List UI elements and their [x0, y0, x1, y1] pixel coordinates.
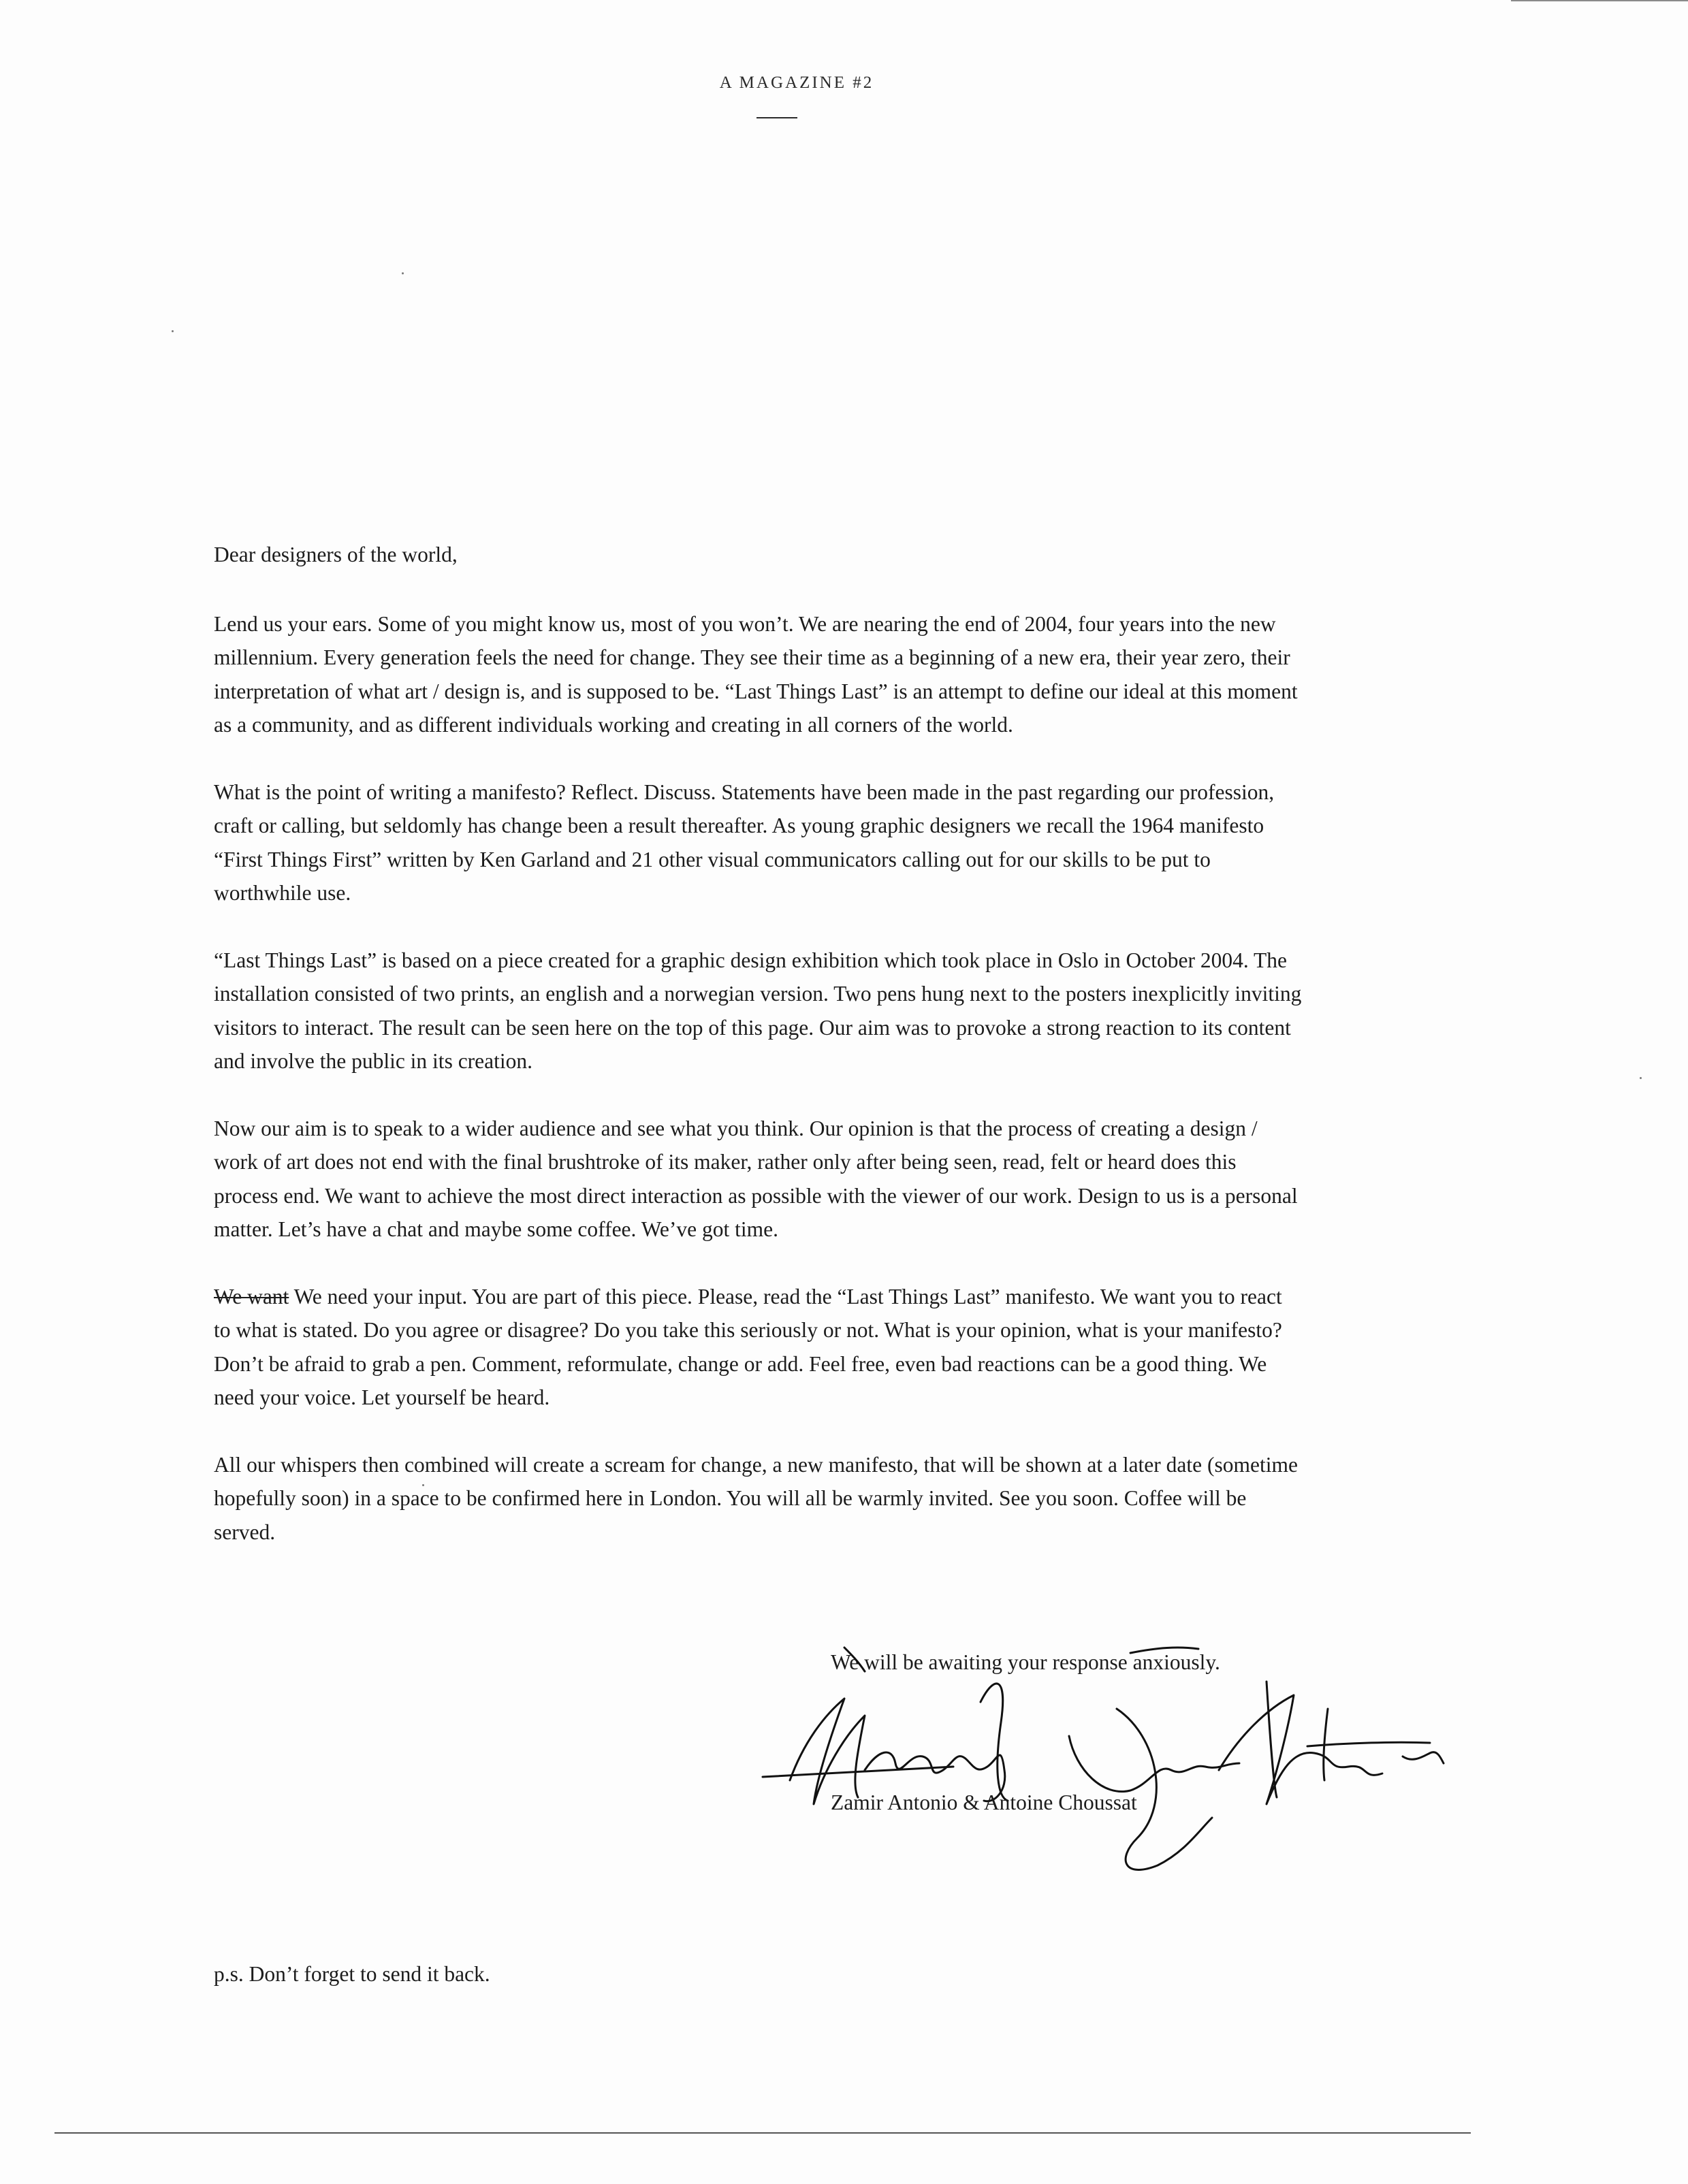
salutation: Dear designers of the world, — [214, 543, 458, 566]
magazine-header: A MAGAZINE #2 — [719, 74, 874, 92]
signature-stroke-10 — [1307, 1742, 1430, 1746]
signers-names: Zamir Antonio & Antoine Choussat — [831, 1790, 1137, 1814]
signature-stroke-12 — [844, 1648, 865, 1671]
closing-line: We will be awaiting your response anxiously. — [831, 1650, 1220, 1674]
signature-stroke-8 — [1267, 1682, 1277, 1797]
scan-speck — [422, 1484, 424, 1486]
scan-speck — [172, 330, 174, 332]
paragraph-audience: Now our aim is to speak to a wider audience and see what you think. Our opinion is that the process of creating a design / work of art does not end with the final brushtroke of its maker, rather only after being seen, read, felt or heard does this process end. We want to achieve the most direct interaction as possible with the viewer of our work. Design to us is a personal matter. Let’s have a chat and maybe some coffee. We’ve got time. — [214, 1116, 1298, 1241]
paragraph-final: All our whispers then combined will create a scream for change, a new manifesto, that will be shown at a later date (sometime hopefully soon) in a space to be confirmed here in London. You will all be warmly invited. See you soon. Coffee will be served. — [214, 1452, 1298, 1544]
scan-edge-line — [1511, 0, 1688, 1]
paragraph-manifesto-point: What is the point of writing a manifesto? Reflect. Discuss. Statements have been made in the past regarding our profession, craft or calling, but seldomly has change been a result thereafter. As young graphic designers we recall the 1964 manifesto “First Things First” written by Ken Garland and 21 other visual communicators calling out for our skills to be put to worthwhile use. — [214, 780, 1275, 905]
signature-stroke-7 — [1219, 1695, 1382, 1804]
struck-text: We want — [214, 1284, 289, 1308]
postscript: p.s. Don’t forget to send it back. — [214, 1962, 490, 1986]
scan-speck — [402, 272, 404, 274]
letter-body — [214, 538, 1303, 1582]
paragraph-exhibition: “Last Things Last” is based on a piece created for a graphic design exhibition which took place in Oslo in October 2004. The installation consisted of two prints, an english and a norwegian version. Two pens hung next to the posters inexplicitly inviting visitors to interact. The result can be seen here on the top of this page. Our aim was to provoke a strong reaction to its content and involve the public in its creation. — [214, 948, 1302, 1073]
paragraph-input-text: We need your input. You are part of this piece. Please, read the “Last Things Last” manifesto. We want you to react to what is stated. Do you agree or disagree? Do you take this seriously or not. What is your opinion, what is your manifesto? Don’t be afraid to grab a pen. Comment, reformulate, change or add. Feel free, even bad reactions can be a good thing. We need your voice. Let yourself be heard. — [214, 1284, 1282, 1409]
bottom-divider — [54, 2132, 1471, 2134]
paragraph-input — [214, 1280, 1303, 1415]
paragraph-intro: Lend us your ears. Some of you might know us, most of you won’t. We are nearing the end of 2004, four years into the new millennium. Every generation feels the need for change. They see their time as a beginning of a new era, their year zero, their interpretation of what art / design is, and is supposed to be. “Last Things Last” is an attempt to define our ideal at this moment as a community, and as different individuals working and creating in all corners of the world. — [214, 611, 1298, 737]
scan-speck — [1640, 1077, 1642, 1079]
signature-stroke-2 — [763, 1767, 953, 1777]
signature-stroke-11 — [1403, 1752, 1444, 1763]
signature-stroke-1 — [790, 1699, 865, 1804]
header-divider — [757, 117, 797, 118]
signature-stroke-13 — [1130, 1648, 1198, 1653]
handwritten-signatures — [749, 1634, 1457, 1893]
